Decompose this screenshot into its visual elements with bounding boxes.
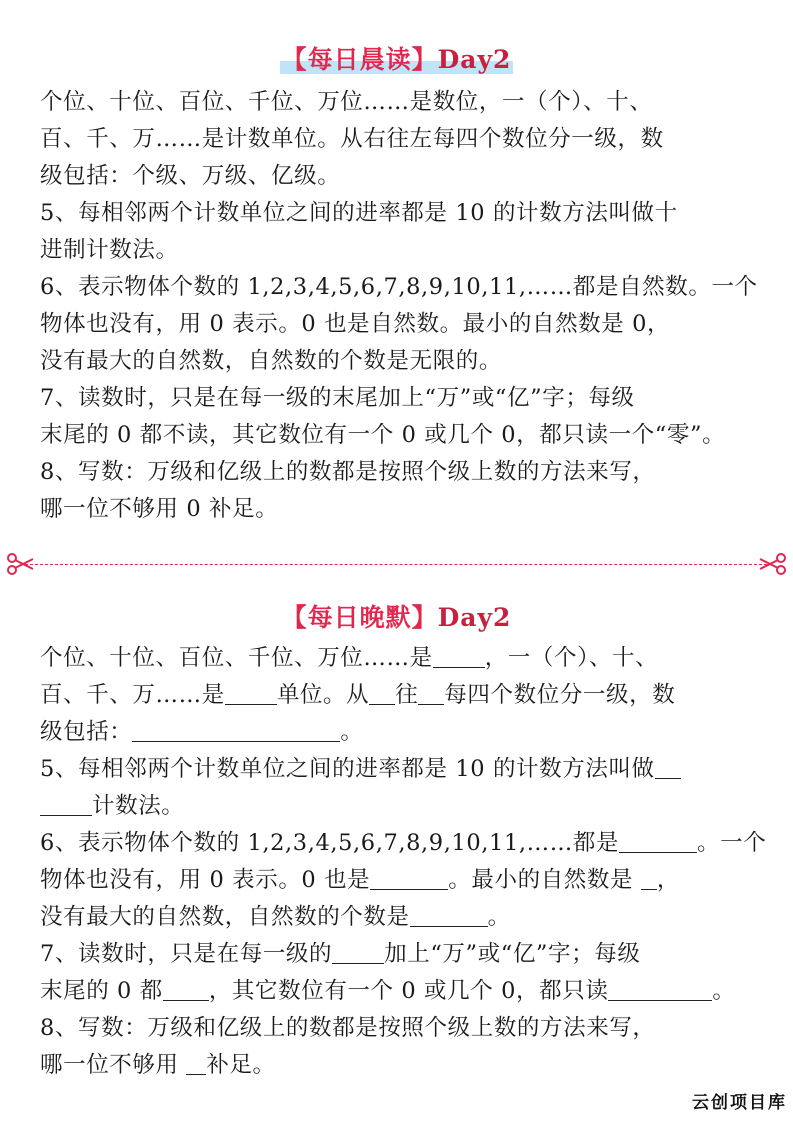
morning-line: 级包括：个级、万级、亿级。 (40, 163, 341, 189)
line-text: 。一个 (697, 830, 767, 856)
line-text: 。 (712, 978, 736, 1004)
fill-blank[interactable] (40, 791, 92, 816)
evening-line (40, 678, 765, 712)
line-text: 计数法。 (92, 793, 185, 819)
line-text: 5、每相邻两个计数单位之间的进率都是 10 的计数方法叫做 (40, 756, 655, 782)
title-text: 每日晨读 (307, 45, 412, 74)
evening-line (40, 826, 765, 860)
evening-line (40, 789, 765, 823)
morning-line: 8、写数：万级和亿级上的数都是按照个级上数的方法来写， (40, 459, 656, 485)
fill-blank[interactable] (418, 680, 444, 705)
line-text: ，一（个）、十、 (484, 645, 659, 671)
line-text: 往 (395, 682, 419, 708)
evening-line (40, 641, 765, 675)
fill-blank[interactable] (225, 680, 277, 705)
fill-blank[interactable] (332, 939, 384, 964)
line-text: 个位、十位、百位、千位、万位……是 (40, 645, 433, 671)
line-text: 级包括： (40, 719, 133, 745)
morning-line: 物体也没有，用 0 表示。0 也是自然数。最小的自然数是 0， (40, 311, 671, 337)
line-text: ，其它数位有一个 0 或几个 0，都只读 (208, 978, 609, 1004)
evening-line (40, 1011, 765, 1045)
evening-line (40, 937, 765, 971)
fill-blank[interactable] (641, 865, 657, 890)
fill-blank[interactable] (433, 643, 485, 668)
morning-line: 个位、十位、百位、千位、万位……是数位，一（个）、十、 (40, 89, 653, 115)
title-day: Day2 (437, 45, 512, 74)
line-text: 单位。从 (276, 682, 370, 708)
fill-blank[interactable] (186, 1050, 206, 1075)
title-bracket-open: 【 (281, 45, 308, 74)
line-text: 物体也没有，用 0 表示。0 也是 (40, 867, 371, 893)
fill-blank[interactable] (619, 828, 697, 853)
morning-line: 进制计数法。 (40, 237, 179, 263)
line-text: 补足。 (206, 1052, 276, 1078)
morning-line: 百、千、万……是计数单位。从右往左每四个数位分一级，数 (40, 126, 664, 152)
line-text: 7、读数时，只是在每一级的 (40, 941, 333, 967)
title-bracket-close: 】 (411, 603, 438, 632)
cut-divider (20, 564, 772, 565)
line-text: 。 (340, 719, 364, 745)
fill-blank[interactable] (132, 717, 340, 742)
line-text: 。最小的自然数是 (448, 867, 641, 893)
morning-line: 7、读数时，只是在每一级的末尾加上“万”或“亿”字；每级 (40, 385, 635, 411)
title-bracket-close: 】 (411, 45, 438, 74)
morning-title-highlight (280, 45, 514, 74)
footer-watermark: 云创项目库 (692, 1093, 787, 1113)
fill-blank[interactable] (163, 976, 209, 1001)
morning-line: 5、每相邻两个计数单位之间的进率都是 10 的计数方法叫做十 (40, 200, 678, 226)
morning-line: 哪一位不够用 0 补足。 (40, 496, 279, 522)
evening-line (40, 900, 765, 934)
title-bracket-open: 【 (281, 603, 308, 632)
line-text: 百、千、万……是 (40, 682, 225, 708)
line-text: 没有最大的自然数，自然数的个数是 (40, 904, 410, 930)
morning-line: 没有最大的自然数，自然数的个数是无限的。 (40, 348, 503, 374)
fill-blank[interactable] (370, 865, 448, 890)
line-text: ， (656, 867, 680, 893)
fill-blank[interactable] (655, 754, 681, 779)
fill-blank[interactable] (608, 976, 712, 1001)
line-text: 每四个数位分一级，数 (444, 682, 676, 708)
scissors-icon (6, 549, 36, 579)
evening-line (40, 1048, 765, 1082)
line-text: 6、表示物体个数的 1,2,3,4,5,6,7,8,9,10,11,……都是 (40, 830, 620, 856)
evening-line (40, 752, 765, 786)
scissors-icon (757, 549, 787, 579)
evening-line (40, 715, 765, 749)
line-text: 8、写数：万级和亿级上的数都是按照个级上数的方法来写， (40, 1015, 656, 1041)
line-text: 末尾的 0 都 (40, 978, 163, 1004)
morning-line: 末尾的 0 都不读，其它数位有一个 0 或几个 0，都只读一个“零”。 (40, 422, 726, 448)
fill-blank[interactable] (410, 902, 488, 927)
line-text: 。 (487, 904, 511, 930)
line-text: 加上“万”或“亿”字；每级 (384, 941, 641, 967)
evening-line (40, 863, 765, 897)
evening-line (40, 974, 765, 1008)
evening-title (0, 598, 793, 634)
morning-line: 6、表示物体个数的 1,2,3,4,5,6,7,8,9,10,11,……都是自然数。一个 (40, 274, 758, 300)
morning-title (0, 40, 793, 76)
title-day: Day2 (437, 603, 512, 632)
fill-blank[interactable] (369, 680, 395, 705)
title-text: 每日晚默 (307, 603, 412, 632)
line-text: 哪一位不够用 (40, 1052, 187, 1078)
